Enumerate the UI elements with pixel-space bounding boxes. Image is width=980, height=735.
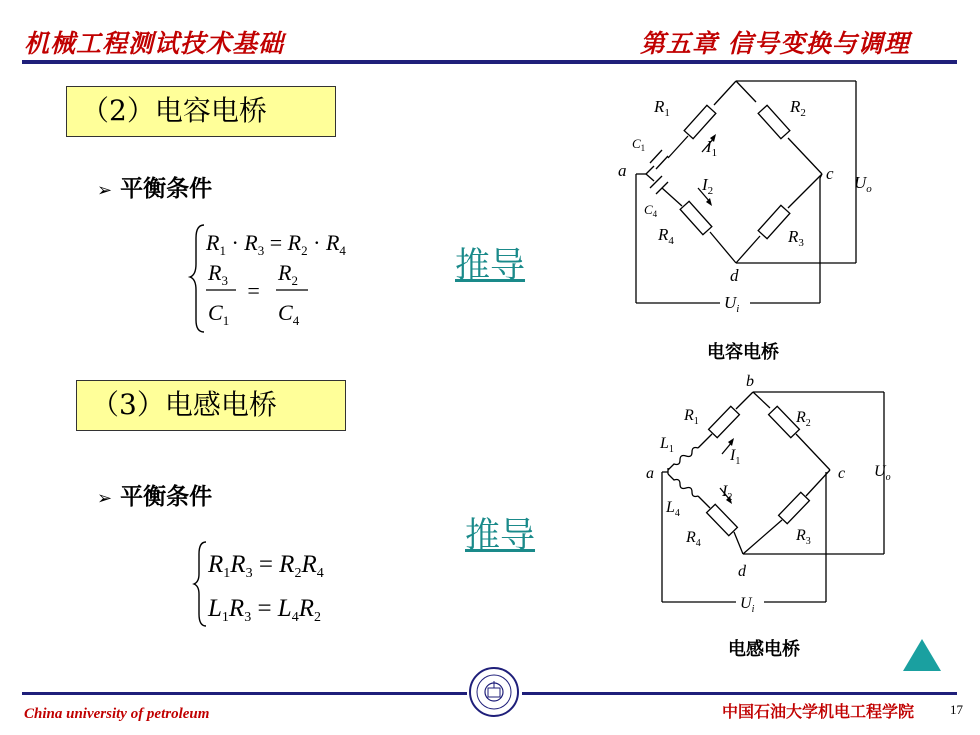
university-seal-logo bbox=[468, 666, 520, 718]
svg-text:a: a bbox=[646, 465, 654, 482]
svg-text:I1: $I_1$ bbox=[730, 447, 741, 467]
section-title-inductance-bridge: （3）电感电桥 bbox=[76, 380, 346, 431]
footer-divider-right bbox=[522, 692, 957, 695]
svg-text:R4: $R_4$ bbox=[658, 225, 674, 247]
svg-text:Uo: $U_o$ bbox=[874, 463, 891, 483]
svg-text:L1R3 = L4R2: $L_1R_3 = L_4R_2$ bbox=[208, 595, 321, 625]
svg-text:L4: $L_4$ bbox=[666, 499, 680, 519]
capacitance-bridge-caption: 电容电桥 bbox=[707, 342, 779, 363]
footer-college-name: 中国石油大学机电工程学院 bbox=[722, 702, 915, 721]
footer-university-name: China university of petroleum bbox=[24, 706, 210, 722]
header-divider bbox=[22, 60, 957, 64]
svg-text:R1: $R_1$ bbox=[654, 97, 670, 119]
derive-link-inductance[interactable]: 推导 bbox=[465, 516, 536, 556]
capacitance-bridge-diagram bbox=[610, 78, 870, 330]
footer-divider-left bbox=[22, 692, 467, 695]
svg-text:R4: $R_4$ bbox=[686, 529, 701, 549]
svg-text:a: a bbox=[618, 161, 627, 180]
balance-condition-label-2: 平衡条件 bbox=[120, 484, 213, 510]
svg-text:c: c bbox=[826, 164, 834, 183]
svg-text:R3: $R_3$ bbox=[208, 260, 228, 288]
svg-text:C4: $C_4$ bbox=[278, 300, 300, 328]
svg-text:d: d bbox=[738, 563, 746, 580]
derive-link-capacitance[interactable]: 推导 bbox=[455, 246, 526, 286]
svg-text:R3: $R_3$ bbox=[788, 227, 804, 249]
balance-condition-heading bbox=[97, 170, 212, 203]
page-number: 17 bbox=[950, 702, 963, 717]
svg-text:C1: $C_1$ bbox=[632, 136, 646, 153]
inductance-bridge-diagram bbox=[640, 372, 900, 615]
svg-text:Uo: $U_o$ bbox=[854, 173, 872, 195]
inductance-bridge-caption: 电感电桥 bbox=[728, 639, 800, 660]
svg-text:I2: $I_2$ bbox=[702, 175, 714, 197]
inductance-balance-equations bbox=[194, 538, 384, 630]
svg-text:I1: $I_1$ bbox=[706, 137, 718, 159]
svg-text:Ui: $U_i$ bbox=[724, 293, 740, 315]
svg-text:R2: $R_2$ bbox=[278, 260, 298, 288]
bullet-arrow-icon: ➢ bbox=[97, 488, 113, 509]
svg-text:C1: $C_1$ bbox=[208, 300, 230, 328]
capacitance-balance-equations bbox=[190, 220, 400, 335]
svg-text:d: d bbox=[730, 266, 739, 285]
svg-text:R2: $R_2$ bbox=[796, 409, 811, 429]
svg-text:b: b bbox=[746, 373, 754, 390]
svg-text:Ui: $U_i$ bbox=[740, 595, 755, 615]
svg-text:c: c bbox=[838, 465, 846, 482]
svg-text:R3: $R_3$ bbox=[796, 527, 811, 547]
balance-condition-heading-2 bbox=[97, 478, 212, 511]
svg-text:R1 · R3 = R2 · R4: $R_1 \cdot R_3 = R_2 \cdot R_4$ bbox=[206, 230, 346, 258]
svg-text:R1: $R_1$ bbox=[684, 407, 699, 427]
svg-text:L1: $L_1$ bbox=[660, 435, 674, 455]
svg-text:=: = bbox=[246, 278, 261, 303]
svg-text:R1R3 = R2R4: $R_1R_3 = R_2R_4$ bbox=[208, 551, 324, 581]
chapter-title: 第五章 信号变换与调理 bbox=[640, 29, 910, 58]
svg-text:C4: $C_4$ bbox=[644, 202, 658, 219]
bullet-arrow-icon: ➢ bbox=[97, 180, 113, 201]
svg-text:I2: $I_2$ bbox=[722, 483, 733, 503]
svg-text:R2: $R_2$ bbox=[790, 97, 806, 119]
section-title-capacitance-bridge: （2）电容电桥 bbox=[66, 86, 336, 137]
balance-condition-label: 平衡条件 bbox=[120, 176, 213, 202]
nav-up-triangle-icon[interactable] bbox=[901, 637, 943, 673]
course-title: 机械工程测试技术基础 bbox=[24, 29, 285, 58]
